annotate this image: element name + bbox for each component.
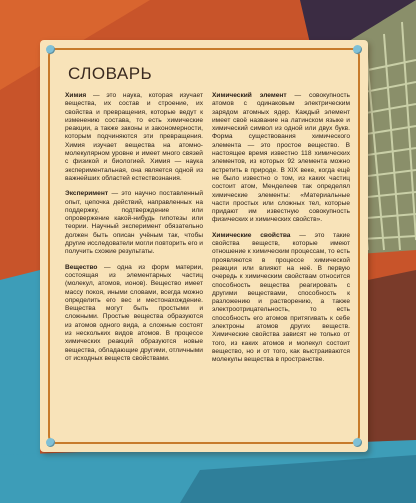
entry-term: Химический элемент	[212, 92, 287, 99]
entry-definition: — это научно поставленный опыт, цепочка действий, направленных на поддержку, подтверждение или опровержение какой-нибудь гипотезы или теории. Научный эксперимент обязательно должен быть описан учёным так, чтобы другие исследователи могли повторить его и получить схожие результаты.	[65, 190, 203, 256]
entry-term: Химия	[65, 92, 87, 99]
pin-bottom-left	[46, 438, 55, 447]
glossary-entry	[212, 232, 350, 365]
glossary-entry	[212, 92, 350, 225]
glossary-card	[40, 40, 368, 452]
glossary-entry	[65, 190, 203, 256]
entry-definition: — это такие свойства веществ, которые имеют отношение к химическим процессам, то есть проявляются в процессе химической реакции или влияют на неё. В первую очередь к химическим свойствам относится способность вещества реагировать с другими веществами, способность к разложению и растворению, а также электроотрицательность, то есть способность его атомов притягивать к себе электроны атомов других веществ. Химические свойства зависят не только от того, из каких атомов и молекул состоит вещество, но и от того, как выстраиваются молекулы вещества в пространстве.	[212, 231, 350, 364]
entry-definition: — это наука, которая изучает вещества, их состав и строение, их свойства и превращения, которые ведут к изменению состава, то есть химические реакции, а также законы и закономерности, которым подчиняются эти превращения. Химия изучает вещества на атомно-молекулярном уровне и имеет много связей с физикой и биологией. Химия — наука экспериментальная, она является одной из важнейших областей естествознания.	[65, 92, 203, 182]
right-column	[212, 92, 350, 372]
entry-definition: — совокупность атомов с одинаковым электрическим зарядом атомных ядер. Каждый элемент имеет своё название на латинском языке и химический символ из одной или двух букв. Форма существования химического элемента — это простое вещество. В настоящее время известно 118 химических элементов, из которых 92 элемента можно встретить в природе. В XIX веке, когда ещё не было известно о том, из каких частиц состоит атом, Менделеев так определял химические элементы: «Материальные части простых или сложных тел, которые придают им известную совокупность физических и химических свойств».	[212, 92, 350, 224]
glossary-entry	[65, 264, 203, 364]
pin-bottom-right	[353, 438, 362, 447]
glossary-entry	[65, 92, 203, 183]
entry-term: Вещество	[65, 263, 98, 271]
entry-term: Химические свойства	[212, 231, 291, 239]
pin-top-left	[46, 45, 55, 54]
entry-definition: — одна из форм материи, состоящая из элементарных частиц (молекул, атомов, ионов). Вещество имеет массу покоя, иными словами, всегда можно определить его вес и местонахождение. Вещества могут быть простыми и сложными. Простые вещества образуются из атомов одного вида, а сложные состоят из нескольких видов атомов. В процессе химических реакций образуются новые вещества, обладающие другими, отличными от исходных веществ свойствами.	[65, 263, 203, 362]
left-column	[65, 92, 203, 370]
page-title: СЛОВАРЬ	[68, 64, 153, 83]
pin-top-right	[353, 45, 362, 54]
entry-term: Эксперимент	[65, 190, 109, 198]
